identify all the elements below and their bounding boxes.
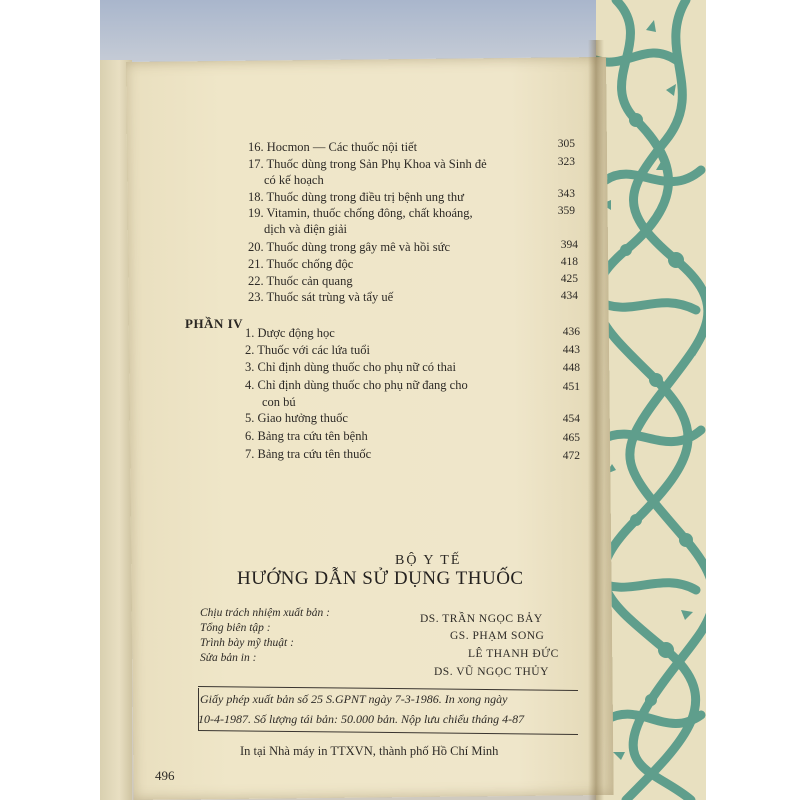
toc-page: 305 (557, 138, 575, 150)
toc-item: 22. Thuốc cản quang (248, 274, 353, 288)
credit-role: Chịu trách nhiệm xuất bản : (200, 607, 330, 619)
toc-item: 7. Bảng tra cứu tên thuốc (245, 447, 372, 461)
toc-page: 436 (562, 326, 580, 338)
toc-page: 448 (562, 362, 580, 374)
toc-page: 359 (557, 205, 575, 217)
toc-page: 343 (557, 188, 575, 200)
toc-page: 443 (562, 344, 580, 356)
page-gutter (588, 40, 604, 800)
credit-role: Sửa bản in : (200, 652, 257, 664)
toc-item: 17. Thuốc dùng trong Sản Phụ Khoa và Sinh đẻ (248, 157, 487, 171)
credit-role: Tổng biên tập : (200, 622, 271, 634)
page-number: 496 (155, 768, 175, 783)
toc-item: 23. Thuốc sát trùng và tẩy uế (248, 290, 394, 304)
toc-item-cont: con bú (262, 395, 296, 409)
toc-item: 1. Dược động học (245, 326, 335, 340)
toc-page: 451 (562, 381, 580, 393)
toc-item: 20. Thuốc dùng trong gây mê và hồi sức (248, 240, 450, 254)
license-line: Giấy phép xuất bản số 25 S.GPNT ngày 7-3-1986. In xong ngày (200, 692, 508, 706)
toc-item: 19. Vitamin, thuốc chống đông, chất khoáng, (248, 206, 473, 220)
toc-item: 5. Giao hưởng thuốc (245, 411, 348, 425)
toc-page: 465 (562, 432, 580, 444)
credit-name: LÊ THANH ĐỨC (468, 648, 559, 660)
toc-item: 3. Chỉ định dùng thuốc cho phụ nữ có thai (245, 360, 456, 374)
toc-item: 18. Thuốc dùng trong điều trị bệnh ung thư (248, 190, 464, 204)
book-title: HƯỚNG DẪN SỬ DỤNG THUỐC (237, 568, 524, 589)
part-heading: PHẦN IV (185, 316, 244, 331)
toc-page: 394 (560, 239, 578, 251)
toc-page: 434 (560, 290, 578, 302)
printer-line: In tại Nhà máy in TTXVN, thành phố Hồ Chí Minh (240, 744, 499, 758)
toc-page: 418 (560, 256, 578, 268)
toc-item: 4. Chỉ định dùng thuốc cho phụ nữ đang cho (245, 378, 468, 392)
credit-name: DS. VŨ NGỌC THỦY (434, 666, 549, 678)
credit-name: GS. PHẠM SONG (450, 630, 545, 642)
publisher-ministry: BỘ Y TẾ (395, 553, 462, 568)
credit-name: DS. TRẦN NGỌC BẢY (420, 613, 543, 625)
toc-page: 323 (557, 156, 575, 168)
toc-item-cont: có kế hoạch (264, 173, 324, 187)
toc-page: 454 (562, 413, 580, 425)
toc-page: 425 (560, 273, 578, 285)
toc-item: 2. Thuốc với các lứa tuổi (245, 343, 370, 357)
credit-role: Trình bày mỹ thuật : (200, 637, 294, 649)
toc-item: 16. Hocmon — Các thuốc nội tiết (248, 140, 418, 154)
toc-item-cont: dịch và điện giải (264, 222, 347, 236)
toc-item: 6. Bảng tra cứu tên bệnh (245, 429, 368, 443)
toc-page: 472 (562, 450, 580, 462)
toc-item: 21. Thuốc chống độc (248, 257, 354, 271)
license-line: 10-4-1987. Số lượng tái bản: 50.000 bản. Nộp lưu chiểu tháng 4-87 (198, 712, 525, 726)
